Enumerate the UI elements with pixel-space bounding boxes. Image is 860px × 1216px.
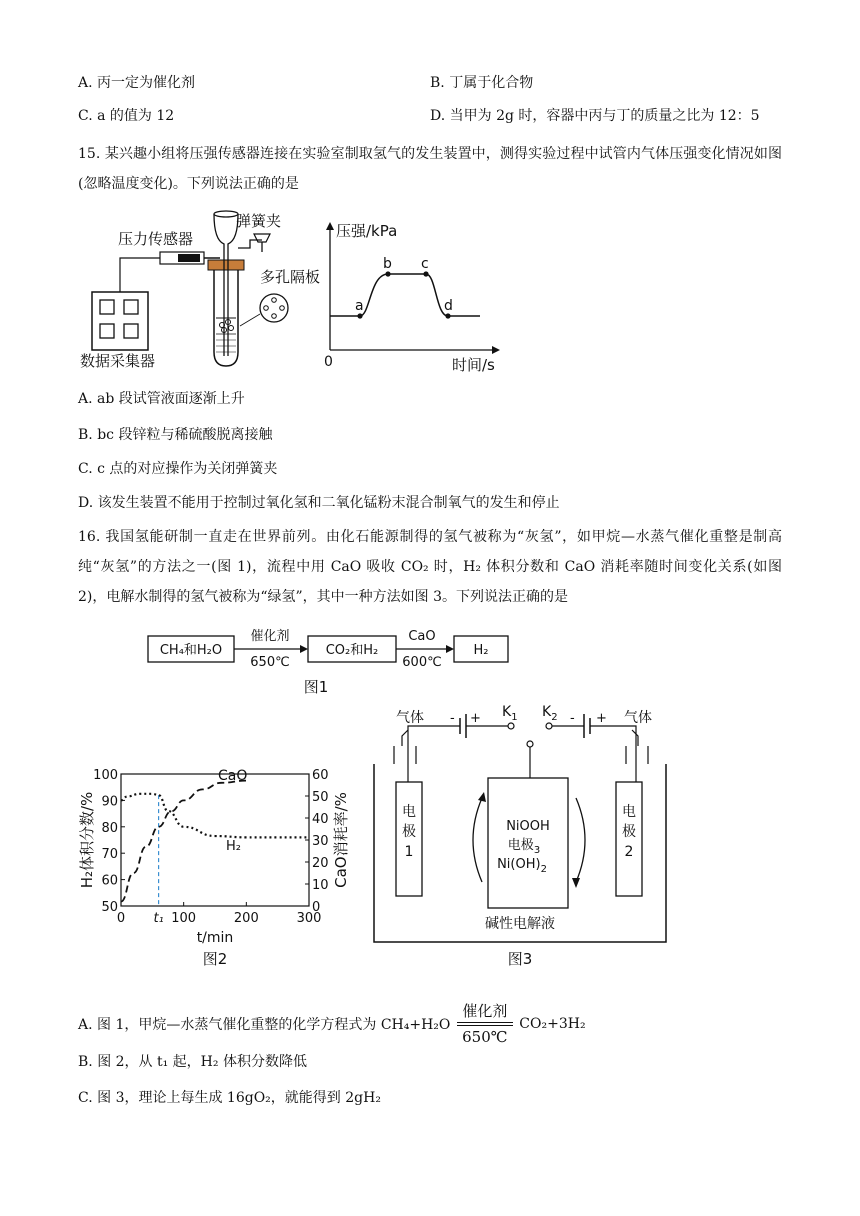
series-h2-line [121,794,309,838]
pressure-graph [326,222,500,354]
left-tick-label: 90 [101,794,118,810]
porous-plate [260,294,288,322]
x-tick-label: 300 [296,911,322,926]
q14-option-c[interactable]: C. a 的值为 12 [78,108,175,124]
reaction-condition [457,1002,513,1046]
equal-sign [457,1022,513,1026]
fig2-caption: 图2 [202,950,228,968]
battery-left-plus: + [470,711,481,726]
fig1-arrow2-top: CaO [408,629,436,644]
graph-xlabel: 时间/s [452,356,495,374]
data-collector [92,292,148,350]
q14-option-d[interactable]: D. 当甲为 2g 时，容器中丙与丁的质量之比为 12：5 [430,108,760,124]
q15-option-c[interactable]: C. c 点的对应操作为关闭弹簧夹 [78,461,278,477]
q16-option-a-prefix: A. 图 1，甲烷—水蒸气催化重整的化学方程式为 CH₄+H₂O [78,1017,451,1033]
gas-outlet-left [402,730,408,746]
q14-option-b[interactable]: B. 丁属于化合物 [430,75,534,91]
gas-right-label: 气体 [624,710,652,726]
ylabel-right: CaO消耗率/% [332,792,350,888]
electrode-2-text-3: 2 [624,844,634,860]
graph-ylabel: 压强/kPa [336,222,398,240]
electrode-3-mid: 电极$_3$ [507,838,541,856]
q16-option-a[interactable] [78,1002,586,1046]
right-tick-label: 30 [312,834,329,849]
q16-stem: 16. 我国氢能研制一直走在世界前列。由化石能源制得的氢气被称为“灰氢”，如甲烷—水蒸气催化重整是制高纯“灰氢”的方法之一(图 1)，流程中用 CaO 吸收 CO₂ 时，H₂ 体积分数和 CaO 消耗率随时间变化关系(如图 2)，电解水制得的氢气被称为“绿氢”，其中一种方法如图 3。下列说法正确的是 [78,529,782,605]
collector-label: 数据采集器 [80,352,156,370]
electrode-2-text-1: 电 [622,804,636,820]
q15-option-b[interactable]: B. bc 段锌粒与稀硫酸脱离接触 [78,427,273,443]
left-tick-label: 50 [101,900,118,915]
right-tick-label: 10 [312,878,329,893]
point-b: b [383,256,392,272]
condition-catalyst: 催化剂 [462,1002,508,1020]
q16-fig3 [372,698,672,972]
q16-option-b[interactable]: B. 图 2，从 t₁ 起，H₂ 体积分数降低 [78,1054,307,1070]
left-tick-label: 70 [101,847,118,863]
graph-origin: 0 [324,354,333,370]
x-tick-label: 200 [233,911,259,926]
electrode-1-text-1: 电 [402,804,416,820]
fig1-box-product-text: H₂ [473,643,489,658]
right-tick-label: 40 [312,812,329,827]
cycle-arrow-right [576,798,585,882]
right-tick-label: 20 [312,856,329,871]
x-tick-label: 100 [171,911,197,926]
q14-option-a[interactable]: A. 丙一定为催化剂 [78,75,196,91]
condition-temperature: 650℃ [462,1028,508,1046]
plate-label: 多孔隔板 [260,268,321,286]
right-tick-label: 0 [312,900,321,915]
battery-left-minus: - [450,711,455,726]
right-tick-label: 50 [312,790,329,805]
battery-right-plus: + [596,711,607,726]
electrode-1-text-2: 极 [402,824,416,840]
sensor-label: 压力传感器 [118,230,194,248]
fig3-caption: 图3 [507,950,533,968]
left-tick-label: 100 [93,768,118,783]
ylabel-left: H₂体积分数/% [78,791,96,889]
point-c: c [421,256,429,272]
point-d: d [444,298,453,314]
fig1-caption: 图1 [303,678,329,696]
test-tube [208,260,244,366]
clip-label: 弹簧夹 [236,212,282,230]
series-h2-label: H₂ [226,839,241,854]
x-tick-label: 0 [116,911,126,926]
q16-option-c[interactable]: C. 图 3，理论上每生成 16gO₂，就能得到 2gH₂ [78,1090,381,1106]
cycle-arrow-left [473,798,482,882]
fig1-arrow1-top: 催化剂 [250,629,290,644]
q16-fig1 [140,624,520,700]
q16-option-a-suffix: CO₂+3H₂ [519,1016,586,1032]
series-cao-label: CaO [218,768,248,784]
left-tick-label: 60 [101,873,118,889]
gas-left-label: 气体 [396,710,424,726]
switch-k2[interactable] [546,723,552,729]
electrode-3-bottom: $Ni(OH)_2$ [497,857,547,875]
xlabel: t/min [196,930,234,946]
fig1-arrow2-bottom: 600℃ [402,655,442,670]
electrode-1-text-3: 1 [404,844,414,860]
gas-outlet-right [632,730,638,746]
point-a: a [355,298,364,314]
spring-clip [254,234,270,242]
fig1-arrow1-bottom: 650℃ [250,655,290,670]
battery-right-minus: - [570,711,575,726]
t1-label: t₁ [153,911,164,926]
electrode-3-top: NiOOH [506,819,550,834]
q15-stem: 15. 某兴趣小组将压强传感器连接在实验室制取氢气的发生装置中，测得实验过程中试管内气体压强变化情况如图(忽略温度变化)。下列说法正确的是 [78,146,782,192]
electrode-2-text-2: 极 [622,824,636,840]
switch-common-terminal [527,741,533,747]
left-tick-label: 80 [101,820,118,836]
q16-fig2-chart [78,750,358,974]
k2-label: $K_2$ [542,704,558,723]
q15-figure [78,200,518,380]
switch-k1[interactable] [508,723,514,729]
electrolyte-label: 碱性电解液 [485,916,555,932]
k1-label: $K_1$ [502,704,518,723]
fig1-box-reactants-text: CH₄和H₂O [159,643,223,658]
right-tick-label: 60 [312,768,329,783]
q15-option-d[interactable]: D. 该发生装置不能用于控制过氧化氢和二氧化锰粉末混合制氧气的发生和停止 [78,495,560,511]
fig1-box-intermediate-text: CO₂和H₂ [325,643,379,658]
q15-option-a[interactable]: A. ab 段试管液面逐渐上升 [78,391,245,407]
